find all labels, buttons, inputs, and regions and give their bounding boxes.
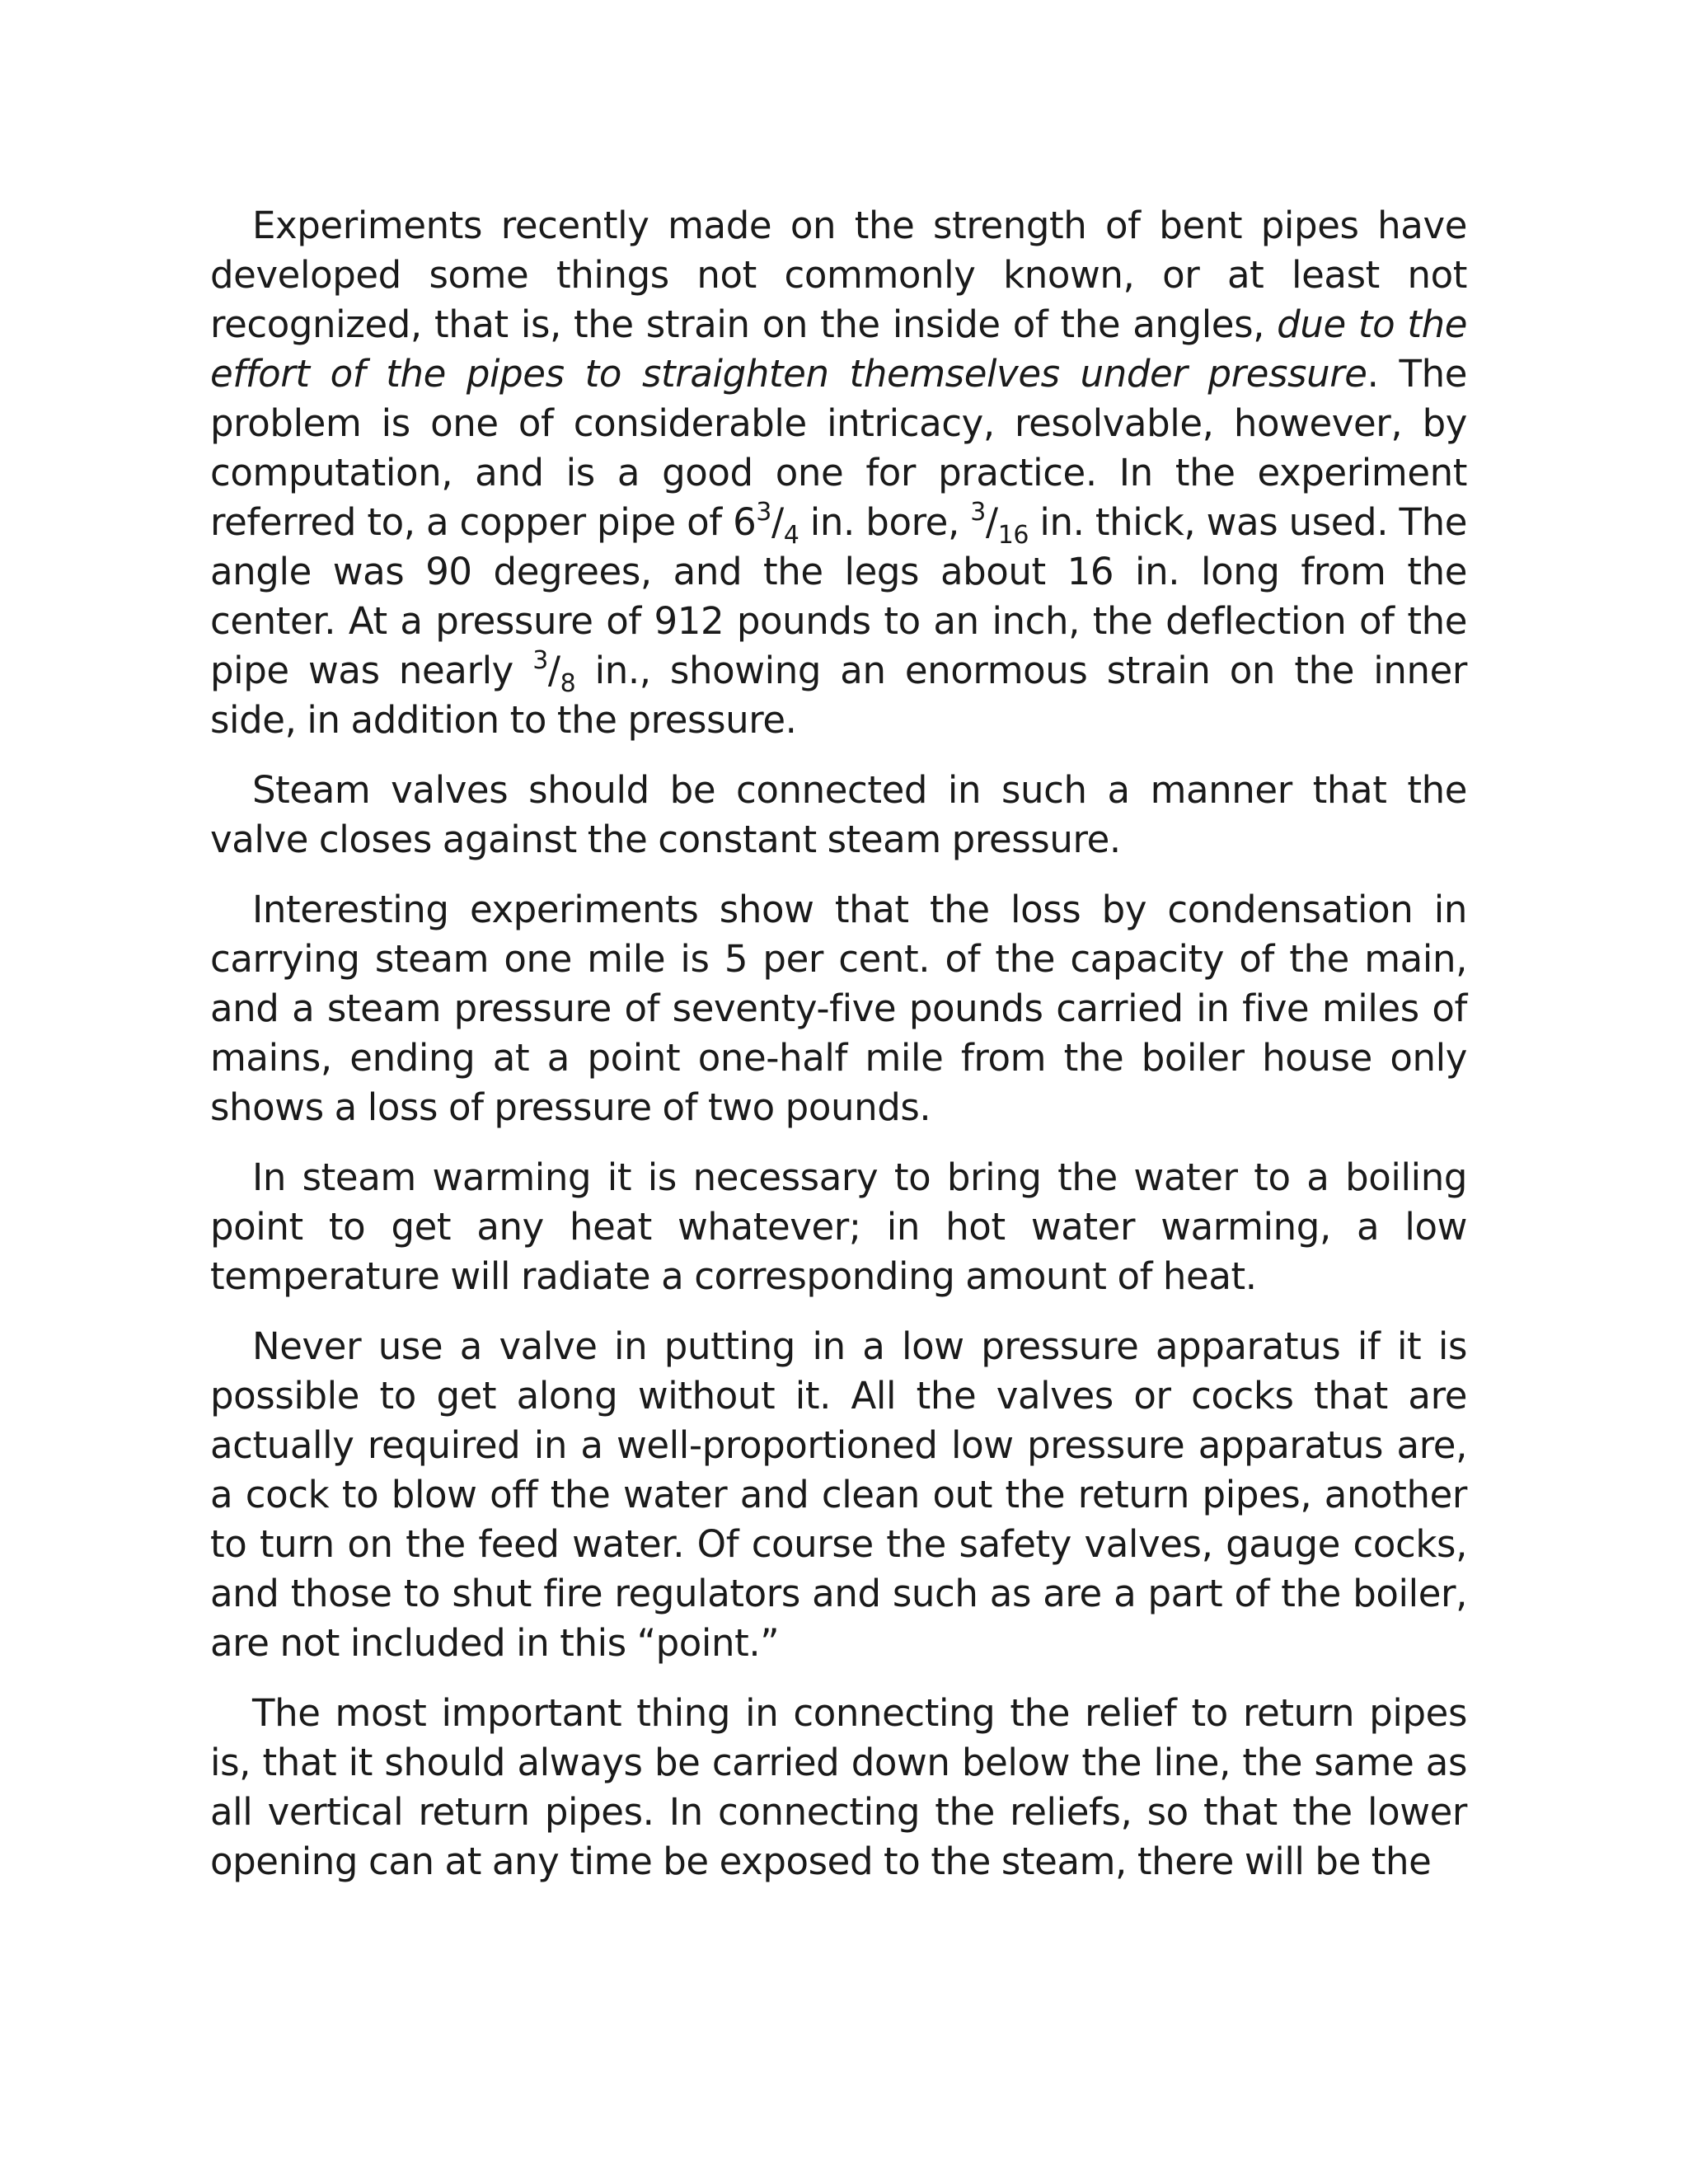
paragraph-text: in., showing an enormous strain on the inner side, in addition to the pressure.	[210, 649, 1467, 742]
fraction-denominator: 16	[997, 521, 1029, 550]
fraction-numerator: 3	[756, 498, 771, 527]
paragraph-steam-warming: In steam warming it is necessary to bring the water to a boiling point to get any heat whatever; in hot water warming, a low temperature will radiate a corresponding amount of heat.	[210, 1155, 1467, 1298]
paragraph-relief-connection: The most important thing in connecting the relief to return pipes is, that it should always be carried down below the line, the same as all vertical return pipes. In connecting the reliefs, so that the lower opening can at any time be exposed to the steam, there will be the	[210, 1691, 1467, 1883]
italic-text: due to the effort of the pipes to straighten themselves under pressure	[210, 302, 1467, 396]
paragraph-steam-valves: Steam valves should be connected in such a manner that the valve closes against the constant steam pressure.	[210, 768, 1467, 861]
paragraph-valve-usage: Never use a valve in putting in a low pressure apparatus if it is possible to get along without it. All the valves or cocks that are actually required in a well-proportioned low pressure apparatus are, a cock to blow off the water and clean out the return pipes, another to turn on the feed water. Of course the safety valves, gauge cocks, and those to shut fire regulators and such as are a part of the boiler, are not included in this “point.”	[210, 1324, 1467, 1665]
fraction-denominator: 8	[560, 669, 576, 698]
paragraph-text: . The problem is one of considerable intricacy, resolvable, however, by computation, and is a good one for practice. In the experiment referred to, a copper pipe of 6	[210, 352, 1467, 544]
fraction-denominator: 4	[783, 521, 799, 550]
paragraph-text: in. bore,	[799, 500, 971, 544]
paragraph-text: in. thick, was used. The angle was 90 degrees, and the legs about 16 in. long from the center. At a pressure of 912 pounds to an inch, the deflection of the pipe was nearly	[210, 500, 1467, 692]
fraction-slash: /	[985, 500, 998, 544]
fraction-numerator: 3	[970, 498, 986, 527]
paragraph-bent-pipes	[210, 201, 1467, 745]
fraction-numerator: 3	[532, 646, 548, 675]
paragraph-text: Experiments recently made on the strength of bent pipes have developed some things not commonly known, or at least not recognized, that is, the strain on the inside of the angles,	[210, 204, 1467, 346]
fraction-slash: /	[771, 500, 784, 544]
document-page	[210, 201, 1467, 1907]
fraction-slash: /	[547, 649, 560, 692]
paragraph-condensation-loss: Interesting experiments show that the loss by condensation in carrying steam one mile is 5 per cent. of the capacity of the main, and a steam pressure of seventy-five pounds carried in five miles of mains, ending at a point one-half mile from the boiler house only shows a loss of pressure of two pounds.	[210, 888, 1467, 1129]
